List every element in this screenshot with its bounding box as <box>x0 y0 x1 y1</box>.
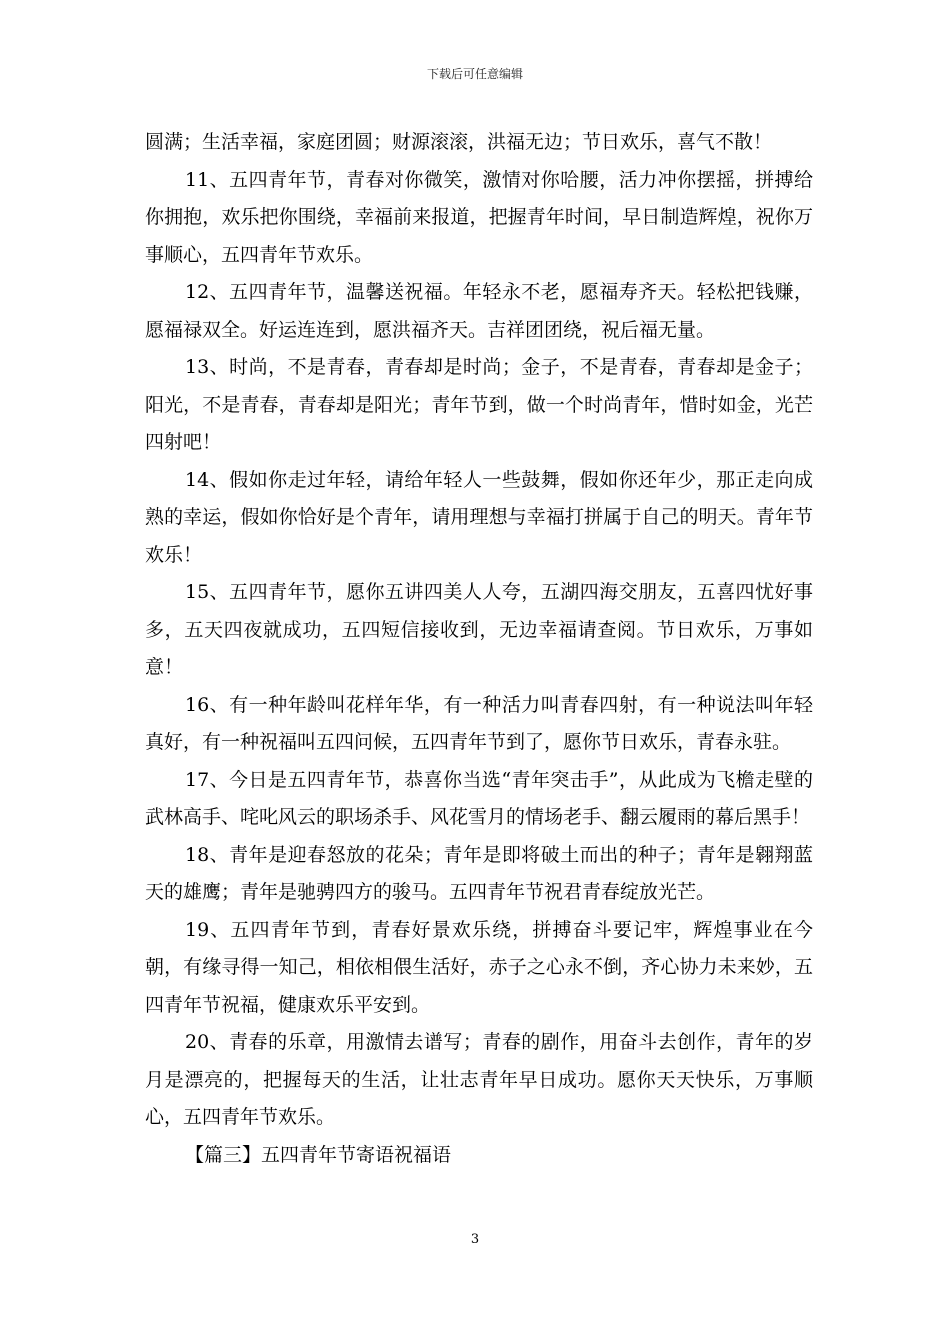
page-number: 3 <box>470 1232 480 1247</box>
paragraph-17: 17、今日是五四青年节，恭喜你当选“青年突击手”，从此成为飞檐走壁的武林高手、咤叱风云的职场杀手、风花雪月的情场老手、翻云履雨的幕后黑手！ <box>145 768 813 828</box>
paragraph-continued: 圆满；生活幸福，家庭团圆；财源滚滚，洪福无边；节日欢乐，喜气不散！ <box>145 131 773 153</box>
paragraph-13: 13、时尚，不是青春，青春却是时尚；金子，不是青春，青春却是金子；阳光，不是青春，青春却是阳光；青年节到，做一个时尚青年，惜时如金，光芒四射吧！ <box>145 356 813 453</box>
paragraph-18: 18、青年是迎春怒放的花朵；青年是即将破土而出的种子；青年是翱翔蓝天的雄鹰；青年是驰骋四方的骏马。五四青年节祝君青春绽放光芒。 <box>145 843 813 903</box>
paragraph-20: 20、青春的乐章，用激情去谱写；青春的剧作，用奋斗去创作，青年的岁月是漂亮的，把握每天的生活，让壮志青年早日成功。愿你天天快乐，万事顺心，五四青年节欢乐。 <box>145 1031 813 1128</box>
paragraph-14: 14、假如你走过年轻，请给年轻人一些鼓舞，假如你还年少，那正走向成熟的幸运，假如你恰好是个青年，请用理想与幸福打拼属于自己的明天。青年节欢乐！ <box>145 468 813 566</box>
paragraph-16: 16、有一种年龄叫花样年华，有一种活力叫青春四射，有一种说法叫年轻真好，有一种祝福叫五四问候，五四青年节到了，愿你节日欢乐，青春永驻。 <box>145 693 813 753</box>
page-header: 下载后可任意编辑 <box>426 67 523 81</box>
paragraph-15: 15、五四青年节，愿你五讲四美人人夸，五湖四海交朋友，五喜四忧好事多，五天四夜就成功，五四短信接收到，无边幸福请查阅。节日欢乐，万事如意！ <box>145 581 813 678</box>
paragraph-12: 12、五四青年节，温馨送祝福。年轻永不老，愿福寿齐天。轻松把钱赚，愿福禄双全。好运连连到，愿洪福齐天。吉祥团团绕，祝后福无量。 <box>145 281 813 341</box>
paragraph-11: 11、五四青年节，青春对你微笑，激情对你哈腰，活力冲你摆摇，拼搏给你拥抱，欢乐把你围绕，幸福前来报道，把握青年时间，早日制造辉煌，祝你万事顺心，五四青年节欢乐。 <box>145 168 813 266</box>
paragraph-19: 19、五四青年节到，青春好景欢乐绕，拼搏奋斗要记牢，辉煌事业在今朝，有缘寻得一知己，相依相偎生活好，赤子之心永不倒，齐心协力未来妙，五四青年节祝福，健康欢乐平安到。 <box>145 918 813 1016</box>
section-heading: 【篇三】五四青年节寄语祝福语 <box>185 1143 452 1166</box>
document-body <box>145 124 813 1174</box>
